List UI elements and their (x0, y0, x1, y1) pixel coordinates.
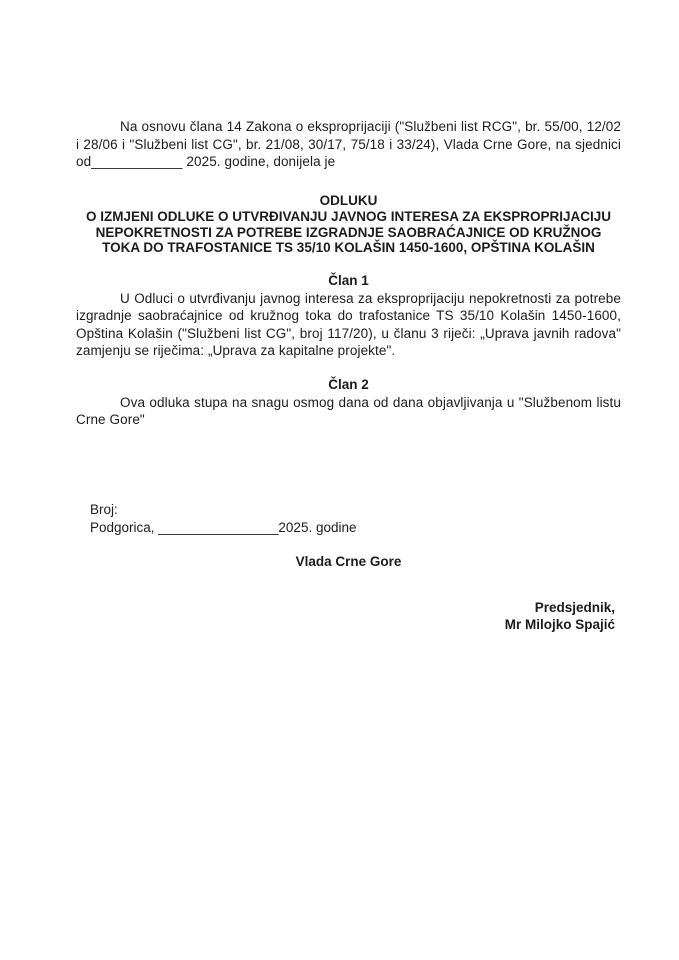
decision-title-word: ODLUKU (319, 192, 378, 208)
decision-title-text: O IZMJENI ODLUKE O UTVRĐIVANJU JAVNOG INTERESA ZA EKSPROPRIJACIJU NEPOKRETNOSTI ZA POTREBE IZGRADNJE SAOBRAĆAJNICE OD KRUŽNOG TOKA DO TRAFOSTANICE TS 35/10 KOLAŠIN 1450-1600, OPŠTINA KOLAŠIN (85, 209, 612, 255)
decision-title-block (76, 193, 621, 256)
article-1-text: U Odluci o utvrđivanju javnog interesa za eksproprijaciju nepokretnosti za potrebe izgradnje saobraćajnice od kružnog toka do trafostanice TS 35/10 Kolašin 1450-1600, Opština Kolašin ("Službeni list CG", broj 117/20), u članu 3 riječi: „Uprava javnih radova" zamjenju se riječima: „Uprava za kapitalne projekte". (76, 290, 621, 358)
article-2-text: Ova odluka stupa na snagu osmog dana od dana objavljivanja u "Službenom listu Crne Gore" (76, 394, 621, 427)
intro-paragraph: Na osnovu člana 14 Zakona o eksproprijaciji ("Službeni list RCG", br. 55/00, 12/02 i 28/06 i "Službeni list CG", br. 21/08, 30/17, 75/18 i 33/24), Vlada Crne Gore, na sjednici od____________ 2025. godine, donijela je (76, 119, 621, 169)
signature-name: Mr Milojko Spajić (504, 617, 615, 632)
signature-block (76, 599, 621, 634)
number-and-date-block (90, 501, 621, 537)
article-1-heading: Član 1 (328, 272, 369, 288)
issuer-name: Vlada Crne Gore (295, 553, 402, 569)
article-2-heading: Član 2 (328, 376, 369, 392)
place-date-line: Podgorica, ________________2025. godine (90, 519, 357, 535)
signature-title: Predsjednik, (534, 599, 615, 615)
number-label: Broj: (90, 501, 118, 517)
